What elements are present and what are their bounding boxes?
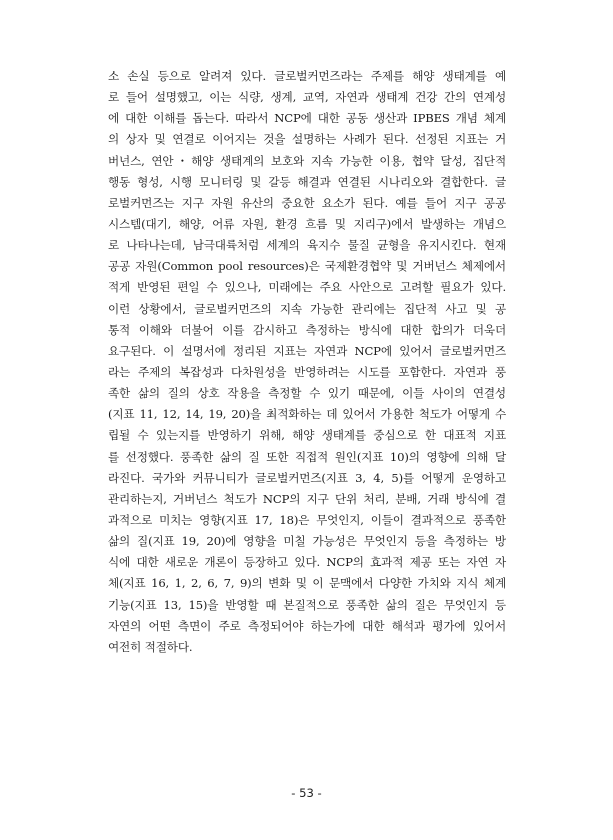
text-line: 립될 수 있는지를 반영하기 위해, 해양 생태계를 중심으로 한 대표적 지표	[108, 428, 506, 443]
text-line: 삶의 질(지표 19, 20)에 영향을 미칠 가능성은 무엇인지 등을 측정하는 방	[108, 534, 506, 549]
text-line: 식에 대한 새로운 개론이 등장하고 있다. NCP의 효과적 제공 또는 자연 자	[108, 555, 506, 570]
text-line: 로 나타나는데, 남극대륙처럼 세계의 육지수 물질 균형을 유지시킨다. 현재	[108, 238, 506, 253]
text-line: 버넌스, 연안・해양 생태계의 보호와 지속 가능한 이용, 협약 달성, 집단적	[108, 153, 506, 168]
text-line: 소 손실 등으로 알려져 있다. 글로벌커먼즈라는 주제를 해양 생태계를 예	[108, 69, 506, 83]
text-line: 관리하는지, 거버넌스 척도가 NCP의 지구 단위 처리, 분배, 거래 방식에 결	[108, 491, 506, 506]
text-line: 로 들어 설명했고, 이는 식량, 생계, 교역, 자연과 생태계 건강 간의 연계성	[108, 90, 506, 105]
text-line: 행동 형성, 시행 모니터링 및 갈등 해결과 연결된 시나리오와 결합한다. 글	[108, 174, 506, 189]
text-line: 의 상자 및 연결로 이어지는 것을 설명하는 사례가 된다. 선정된 지표는 거	[108, 132, 506, 147]
text-line: 시스템(대기, 해양, 어류 자원, 환경 흐름 및 지리구)에서 발생하는 개념으	[108, 216, 506, 231]
text-line: 통적 이해와 더불어 이를 감시하고 측정하는 방식에 대한 합의가 더욱더	[108, 322, 506, 337]
text-line: 라는 주제의 복잡성과 다차원성을 반영하려는 시도를 포함한다. 자연과 풍	[108, 364, 506, 379]
text-line: 요구된다. 이 설명서에 정리된 지표는 자연과 NCP에 있어서 글로벌커먼즈	[108, 343, 506, 358]
text-line: 적게 반영된 편일 수 있으나, 미래에는 주요 사안으로 고려할 필요가 있다.	[108, 280, 506, 295]
text-line: 공공 자원(Common pool resources)은 국제환경협약 및 거버넌스 체제에서	[108, 259, 506, 274]
page-number: - 53 -	[291, 786, 322, 800]
text-line: 를 선정했다. 풍족한 삶의 질 또한 직접적 원인(지표 10)의 영향에 의해 달	[108, 449, 506, 464]
text-line: 이런 상황에서, 글로벌커먼즈의 지속 가능한 관리에는 집단적 사고 및 공	[108, 301, 506, 316]
text-line: 로벌커먼즈는 지구 자원 유산의 중요한 요소가 된다. 예를 들어 지구 공공	[108, 195, 506, 210]
text-line: 체(지표 16, 1, 2, 6, 7, 9)의 변화 및 이 문맥에서 다양한 가치와 지식 체계	[108, 576, 506, 591]
text-line: 과적으로 미치는 영향(지표 17, 18)은 무엇인지, 이들이 결과적으로 풍족한	[108, 512, 506, 527]
body-paragraph	[108, 66, 506, 658]
text-line: 여전히 적절하다.	[108, 639, 193, 654]
text-line: (지표 11, 12, 14, 19, 20)을 최적화하는 데 있어서 가용한 척도가 어떻게 수	[108, 407, 506, 422]
text-line: 에 대한 이해를 돕는다. 따라서 NCP에 대한 공동 생산과 IPBES 개념 체계	[108, 111, 506, 126]
text-line: 자연의 어떤 측면이 주로 측정되어야 하는가에 대한 해석과 평가에 있어서	[108, 618, 506, 633]
text-line: 족한 삶의 질의 상호 작용을 측정할 수 있기 때문에, 이들 사이의 연결성	[108, 386, 506, 401]
text-line: 라진다. 국가와 커뮤니티가 글로벌커먼즈(지표 3, 4, 5)를 어떻게 운영하고	[108, 470, 506, 485]
text-line: 기능(지표 13, 15)을 반영할 때 본질적으로 풍족한 삶의 질은 무엇인지 등	[108, 597, 506, 612]
